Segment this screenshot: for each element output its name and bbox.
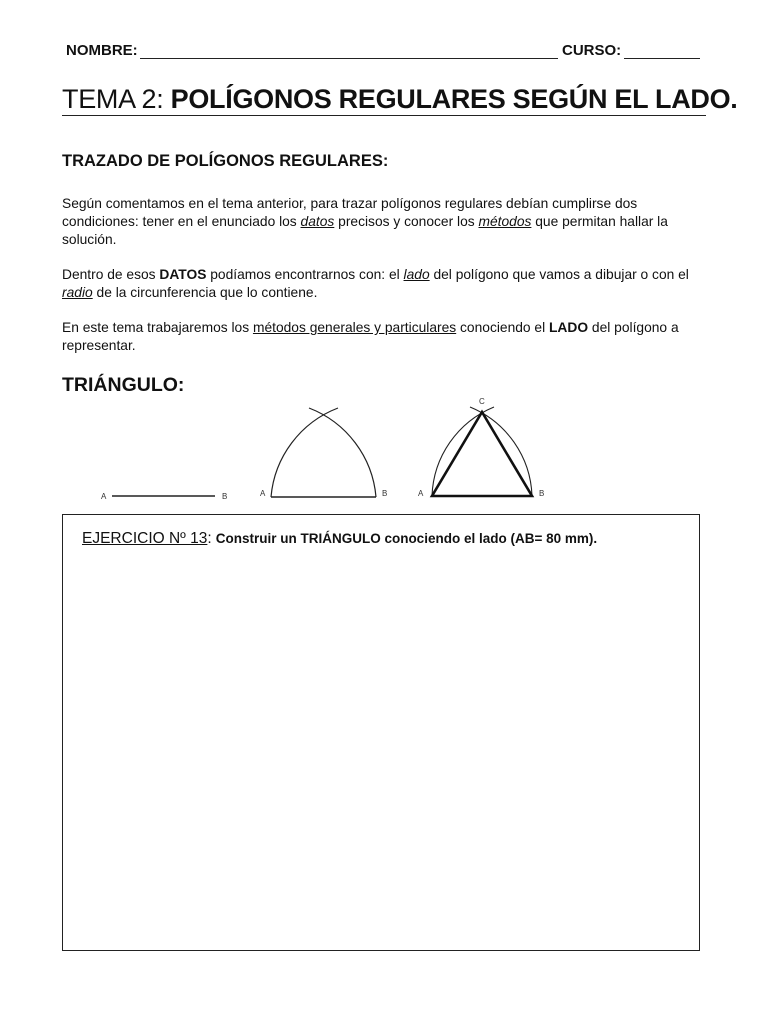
figure-segment-ab	[101, 492, 227, 501]
p1-text-2: precisos y conocer los	[334, 214, 479, 229]
exercise-number: EJERCICIO Nº 13	[82, 530, 208, 547]
fig1-label-b: B	[222, 492, 228, 501]
p2-text-2: podíamos encontrarnos con: el	[206, 267, 404, 282]
triangle-construction-figures	[0, 390, 768, 510]
triangle-abc	[432, 412, 532, 496]
paragraph-3	[62, 319, 702, 355]
exercise-colon: :	[207, 530, 212, 547]
fig3-label-b: B	[539, 489, 545, 498]
p2-text-4: de la circunferencia que lo contiene.	[92, 285, 318, 300]
nombre-field[interactable]	[140, 58, 558, 59]
p3-text-2: conociendo el	[456, 320, 549, 335]
exercise-title	[82, 530, 597, 548]
figure-arcs	[260, 408, 387, 498]
p1-text-3: que permitan hallar la solución.	[62, 214, 668, 247]
section-heading: TRAZADO DE POLÍGONOS REGULARES:	[62, 152, 389, 170]
p1-datos: datos	[300, 214, 335, 229]
title-underline	[62, 115, 706, 116]
p2-radio: radio	[62, 285, 93, 300]
p2-lado: lado	[403, 267, 430, 282]
arc-from-b	[309, 408, 376, 497]
exercise-description: Construir un TRIÁNGULO conociendo el lado (AB= 80 mm).	[215, 531, 598, 546]
triangle-heading: TRIÁNGULO:	[62, 374, 185, 396]
fig2-label-a: A	[260, 489, 266, 498]
exercise-drawing-area[interactable]	[62, 514, 700, 951]
curso-field[interactable]	[624, 58, 700, 59]
p3-lado: LADO	[549, 320, 589, 335]
nombre-label: NOMBRE:	[66, 42, 138, 59]
fig2-label-b: B	[382, 489, 388, 498]
curso-label: CURSO:	[562, 42, 622, 59]
p2-datos: DATOS	[159, 267, 207, 282]
p2-text-3: del polígono que vamos a dibujar o con el	[429, 267, 689, 282]
page-title	[62, 84, 738, 115]
title-theme: TEMA 2:	[62, 84, 171, 114]
paragraph-1	[62, 195, 702, 249]
arc-from-a	[271, 408, 338, 497]
student-header	[66, 40, 702, 62]
fig3-label-c: C	[479, 397, 485, 406]
fig3-label-a: A	[418, 489, 424, 498]
fig1-label-a: A	[101, 492, 107, 501]
paragraph-2	[62, 266, 702, 302]
title-topic: POLÍGONOS REGULARES SEGÚN EL LADO.	[170, 84, 738, 114]
p1-metodos: métodos	[478, 214, 532, 229]
p3-text-1: En este tema trabajaremos los	[62, 320, 253, 335]
p3-metodos: métodos generales y particulares	[252, 320, 457, 335]
p3-text-3: del polígono a representar.	[62, 320, 679, 353]
p2-text-1: Dentro de esos	[62, 267, 160, 282]
figure-triangle	[418, 397, 544, 498]
p1-text-1: Según comentamos en el tema anterior, para trazar polígonos regulares debían cumplirse dos condiciones: tener en el enunciado los	[62, 196, 638, 229]
